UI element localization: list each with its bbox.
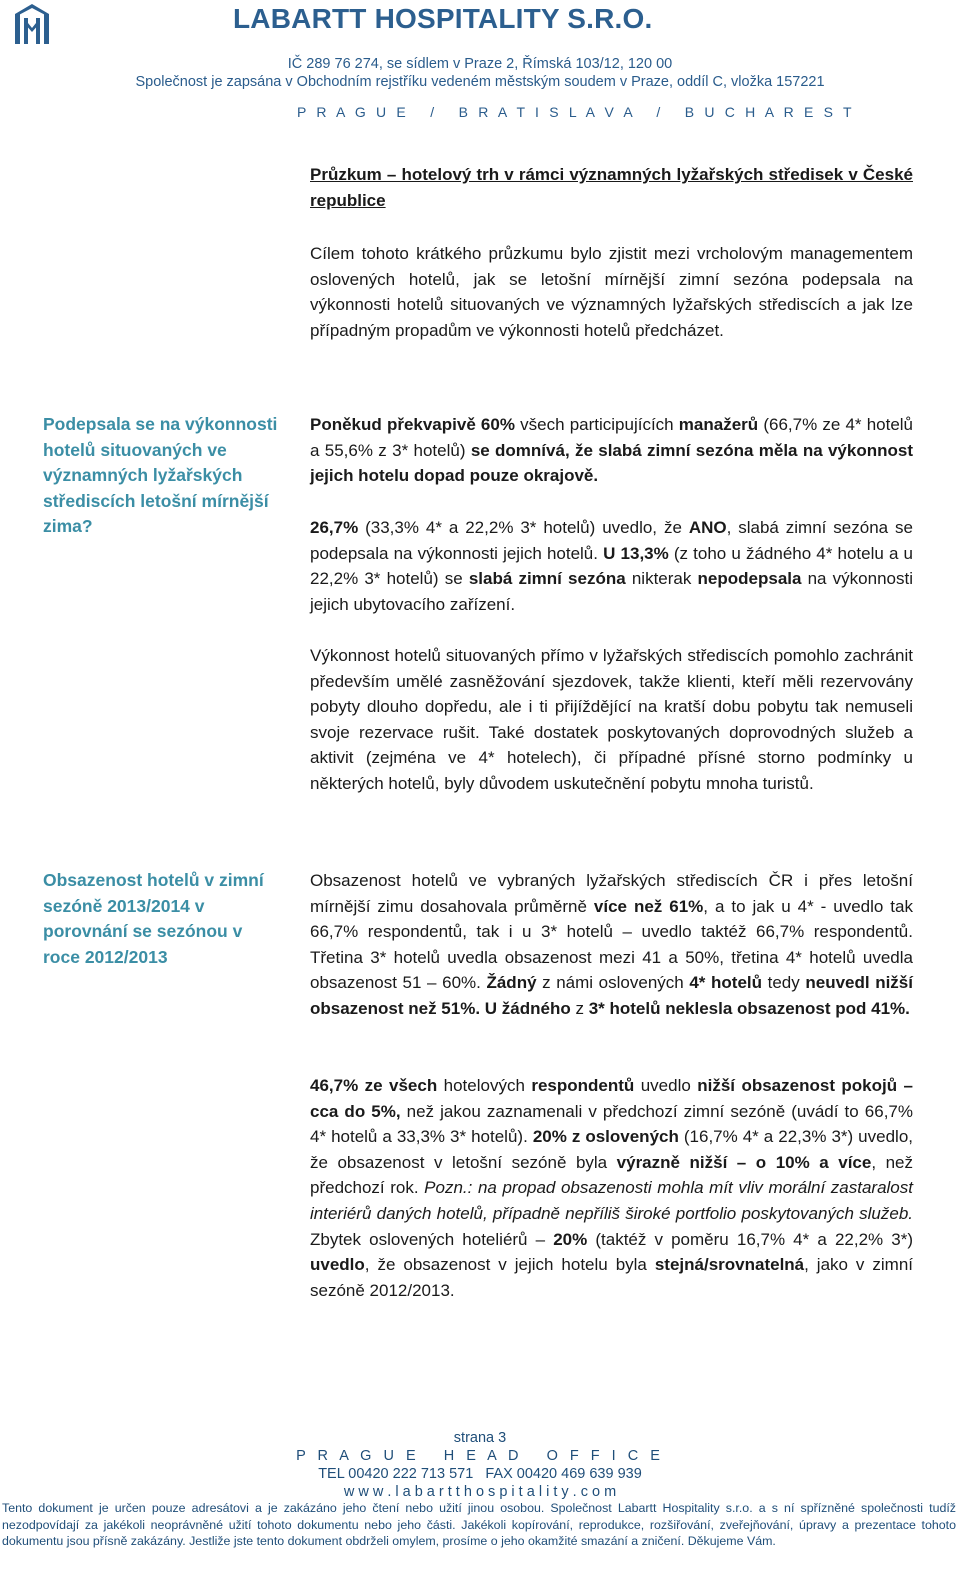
text-run: Poněkud překvapivě 60% — [310, 415, 515, 434]
text-run: , než předchozí rok. — [310, 1152, 913, 1198]
text-run: 20% z oslovených — [532, 1127, 679, 1147]
text-run: nikterak — [625, 569, 698, 589]
text-run: Obsazenost hotelů ve vybraných lyžařských střediscích ČR i přes letošní mírnější zimu dosahovala průměrně — [310, 871, 913, 916]
text-run: (z toho u žádného 4* hotelu a u 22,2% 3* hotelů) se — [310, 543, 913, 589]
text-run: , jako v zimní sezóně 2012/2013. — [310, 1255, 914, 1300]
text-run: nižší obsazenost pokojů – cca do 5%, — [310, 1076, 913, 1121]
section2-paragraph-2 — [310, 1073, 913, 1303]
document-title: Průzkum – hotelový trh v rámci významných lyžařských středisek v České republice — [310, 165, 913, 210]
head-office-label: P R A G U E H E A D O F F I C E — [296, 1448, 664, 1464]
text-run: , že obsazenost v jejich hotelu byla — [364, 1255, 655, 1275]
text-run: Žádný — [486, 973, 537, 993]
page-number: strana 3 — [453, 1430, 507, 1446]
text-run: (taktéž v poměru 16,7% 4* a 22,2% 3*) — [587, 1229, 913, 1249]
text-run: (33,3% 4* a 22,2% 3* hotelů) uvedlo, že — [358, 518, 689, 537]
text-run: nepodepsala — [697, 569, 802, 589]
text-run: manažerů — [678, 415, 759, 434]
text-run: 4* hotelů — [689, 973, 763, 993]
section1-heading: Podepsala se na výkonnosti hotelů situovaných ve významných lyžařských střediscích letošní mírnější zima? — [43, 414, 278, 537]
text-run: U 13,3% — [603, 543, 669, 563]
section2-heading: Obsazenost hotelů v zimní sezóně 2013/2014 v porovnání se sezónou v roce 2012/2013 — [43, 870, 264, 967]
text-run: (16,7% 4* a 22,3% 3*) uvedlo, že obsazenost v letošní sezóně byla — [310, 1127, 913, 1172]
company-name: LABARTT HOSPITALITY S.R.O. — [233, 3, 653, 34]
text-run: všech participujících — [514, 415, 679, 434]
text-run: z — [570, 998, 589, 1018]
registration-court: Společnost je zapsána v Obchodním rejstříku vedeném městským soudem v Praze, oddíl C, vložka 157221 — [135, 74, 825, 90]
website-link[interactable]: w w w . l a b a r t t h o s p i t a l i t y . c o m — [343, 1484, 617, 1500]
legal-disclaimer: Tento dokument je určen pouze adresátovi a je zakázáno jeho čtení nebo užití jinou osobou. Společnost Labartt Hospitality s.r.o. a s ní spřízněné společnosti tudíž nezodpovídají za jakékoli neoprávněné užití tohoto dokumentu nebo jeho části. Jakékoli kopírování, reprodukce, rozšiřování, zveřejňování, úpravy a prezentace tohoto dokumentu jsou přísně zakázány. Jestliže jste tento dokument obdrželi omylem, prosíme o jeho okamžité smazání a zničení. Děkujeme Vám. — [2, 1501, 956, 1549]
office-cities: P R A G U E / B R A T I S L A V A / B U C H A R E S T — [297, 104, 855, 120]
intro-paragraph: Cílem tohoto krátkého průzkumu bylo zjistit mezi vrcholovým managementem oslovených hotelů, jak se letošní mírnější zimní sezóna podepsala na výkonnosti hotelů situovaných ve významných lyžařských střediscích a jak lze případným propadům ve výkonnosti hotelů předcházet. — [310, 244, 913, 340]
text-run: uvedlo — [634, 1076, 698, 1095]
text-run: na výkonnosti jejich ubytovacího zařízení. — [310, 569, 913, 614]
text-run: z námi oslovených — [536, 973, 690, 993]
text-run: ANO — [688, 518, 727, 537]
text-run: tedy — [762, 973, 806, 993]
section2-paragraph-1 — [310, 868, 913, 1022]
text-run: , slabá zimní sezóna se podepsala na výkonnosti jejich hotelů. — [310, 518, 913, 563]
text-run: stejná/srovnatelná — [654, 1255, 805, 1275]
text-run: výrazně nižší – o 10% a více — [616, 1152, 872, 1172]
text-run: respondentů — [531, 1076, 635, 1095]
section1-paragraph-2 — [310, 515, 913, 617]
text-run: hotelových — [437, 1076, 532, 1095]
text-run: 3* hotelů neklesla obsazenost pod 41%. — [588, 998, 910, 1018]
text-run: více než 61% — [593, 896, 704, 916]
registration-address: IČ 289 76 274, se sídlem v Praze 2, Římská 103/12, 120 00 — [287, 56, 673, 72]
text-run: Zbytek oslovených hoteliérů – — [310, 1229, 554, 1249]
text-run: slabá zimní sezóna — [468, 569, 626, 589]
section1-paragraph-3: Výkonnost hotelů situovaných přímo v lyžařských střediscích pomohlo zachránit především umělé zasněžování sjezdovek, takže klienti, kteří měli rezervovány pobyty dlouho dopředu, ale i ti přijíždějící na kratší dobu pobytu tak nemuseli svoje rezervace rušit. Také dostatek poskytovaných doprovodných služeb a aktivit (zejména ve 4* hotelech), či případné přísné storno podmínky u některých hotelů, byly důvodem uskutečnění pobytu mnoha turistů. — [310, 646, 913, 793]
text-run: se domnívá, že slabá zimní sezóna měla na výkonnost jejich hotelu dopad pouze okrajově. — [310, 440, 913, 486]
contact-phones: TEL 00420 222 713 571 FAX 00420 469 639 939 — [318, 1466, 642, 1482]
text-run: Pozn.: na propad obsazenosti mohla mít vliv morální zastaralost interiérů daných hotelů, případně nepříliš široké portfolio poskytovaných služeb. — [310, 1178, 913, 1223]
text-run: než jakou zaznamenali v předchozí zimní sezóně (uvádí to 66,7% 4* hotelů a 33,3% 3* hotelů). — [310, 1101, 913, 1147]
labartt-logo-icon — [14, 4, 50, 44]
text-run: uvedlo — [310, 1255, 365, 1275]
section1-paragraph-1 — [310, 412, 913, 489]
text-run: 20% — [553, 1229, 588, 1249]
text-run: (66,7% ze 4* hotelů a 55,6% z 3* hotelů) — [310, 415, 914, 460]
text-run: 26,7% — [310, 518, 359, 537]
text-run: neuvedl nižší obsazenost než 51%. U žádného — [310, 973, 913, 1018]
text-run: , a to jak u 4* - uvedlo tak 66,7% respondentů, tak i u 3* hotelů – uvedlo taktéž 66,7% respondentů. Třetina 3* hotelů uvedla obsazenost mezi 41 a 50%, třetina 4* hotelů uvedla obsazenost 51 – 60%. — [310, 896, 913, 993]
text-run: 46,7% ze všech — [310, 1076, 438, 1095]
